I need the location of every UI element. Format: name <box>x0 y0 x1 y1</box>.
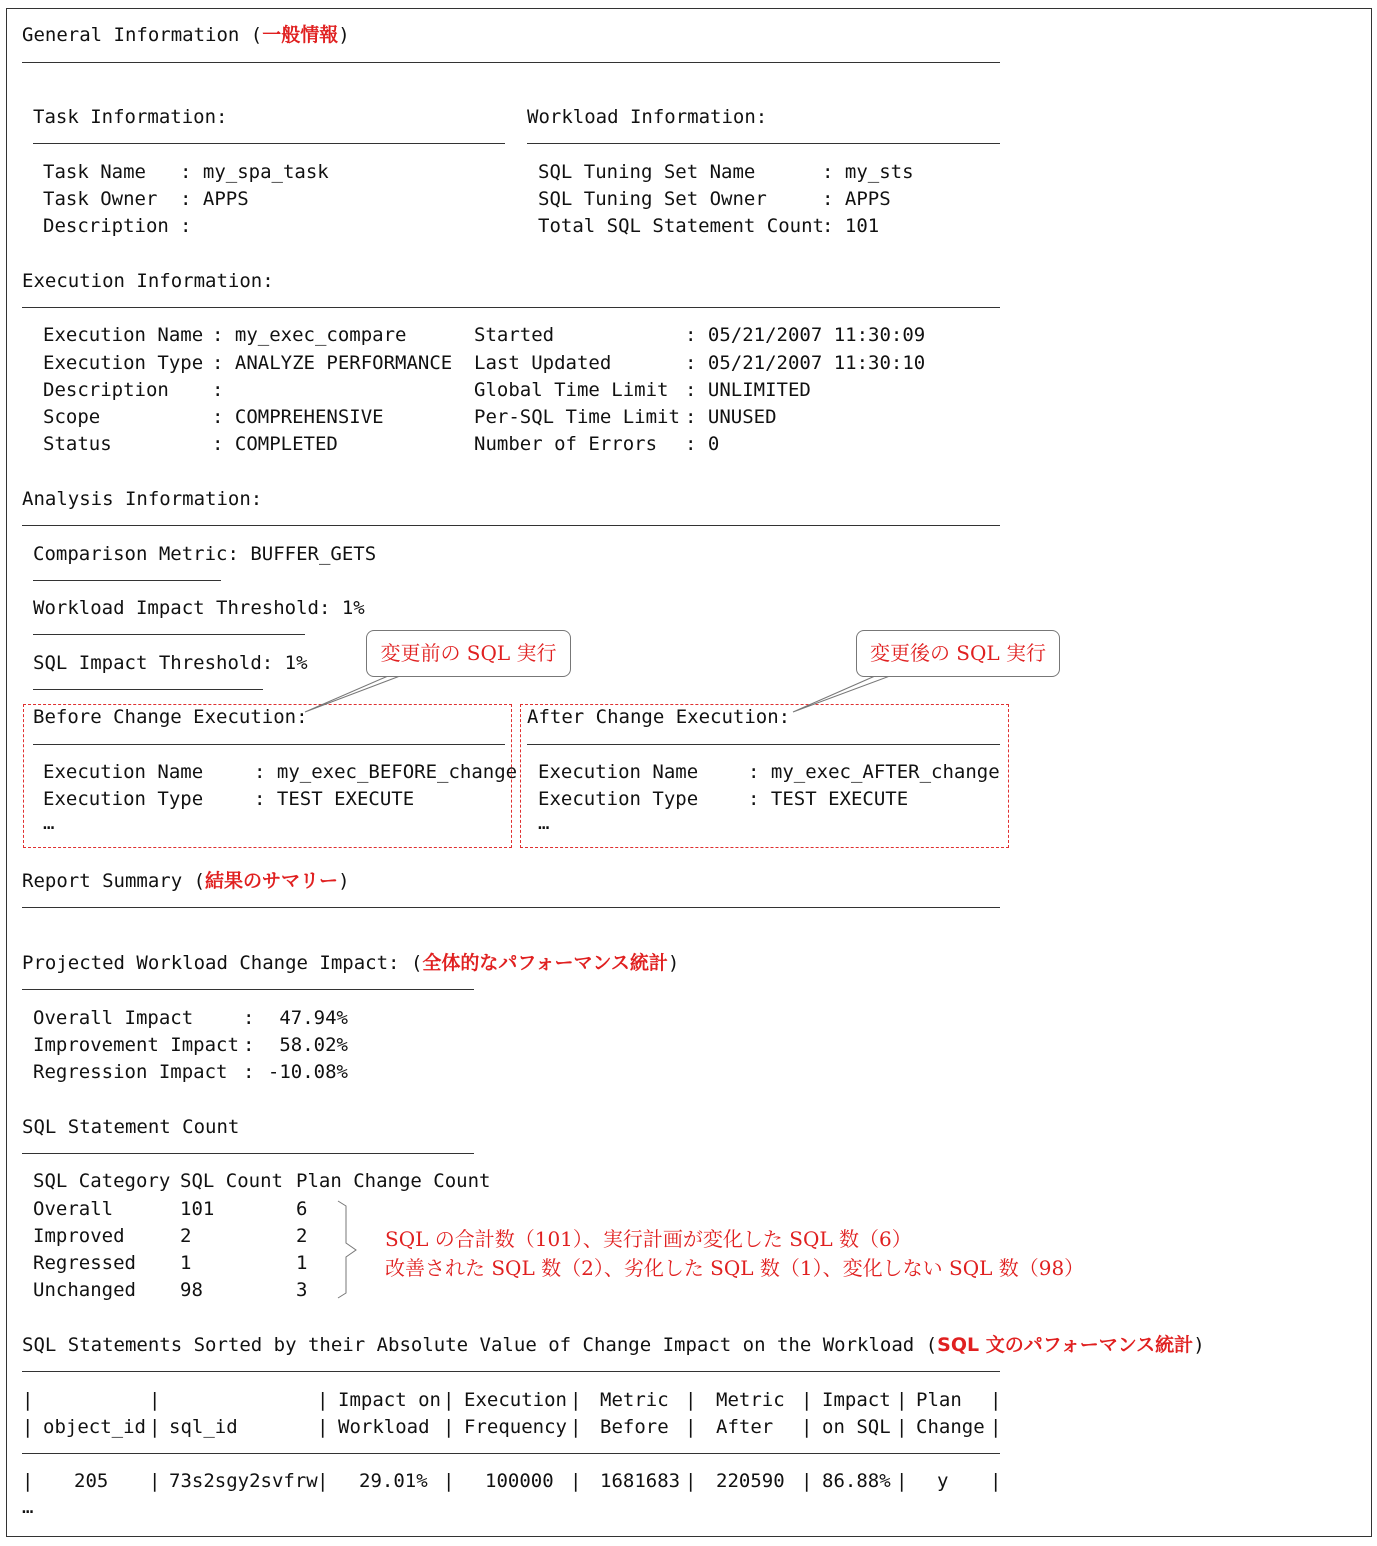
exec-type-label: Execution Type <box>43 352 204 374</box>
column-separator: | <box>685 1416 697 1438</box>
exec-status-label: Status <box>43 433 112 455</box>
execution-header: Execution Information: <box>22 270 274 292</box>
regression-impact-value: -10.08% <box>267 1061 348 1083</box>
summary-title: Report Summary (結果のサマリー) <box>22 870 350 892</box>
exec-sql-limit-value: : UNUSED <box>685 406 777 428</box>
row-frequency: 100000 <box>485 1470 554 1492</box>
count-row-category: Overall <box>33 1198 114 1220</box>
divider <box>22 907 1000 908</box>
sts-name-label: SQL Tuning Set Name <box>538 161 756 183</box>
exec-global-limit-label: Global Time Limit <box>474 379 669 401</box>
task-name-label: Task Name <box>43 161 146 183</box>
before-exec-name-value: : my_exec_BEFORE_change <box>254 761 518 783</box>
column-separator: | <box>801 1470 813 1492</box>
sorted-title: SQL Statements Sorted by their Absolute Value of Change Impact on the Workload (SQL 文のパフォーマンス統計) <box>22 1334 1205 1356</box>
header-impact-on: Impact on <box>338 1389 441 1411</box>
analysis-header: Analysis Information: <box>22 488 263 510</box>
exec-scope-value: : COMPREHENSIVE <box>212 406 384 428</box>
exec-errors-label: Number of Errors <box>474 433 658 455</box>
sts-owner-value: : APPS <box>822 188 891 210</box>
summary-title-jp: 結果のサマリー <box>205 870 339 892</box>
general-title: General Information (一般情報) <box>22 24 350 46</box>
row-plan-change: y <box>937 1470 949 1492</box>
header-metric-2: Metric <box>716 1389 785 1411</box>
column-separator: | <box>317 1416 329 1438</box>
column-separator: | <box>990 1470 1002 1492</box>
sts-name-value: : my_sts <box>822 161 914 183</box>
column-separator: | <box>22 1416 34 1438</box>
header-workload: Workload <box>338 1416 430 1438</box>
column-separator: | <box>443 1416 455 1438</box>
before-exec-type-value: : TEST EXECUTE <box>254 788 415 810</box>
row-sql-id: 73s2sgy2svfrw <box>169 1470 318 1492</box>
column-separator: | <box>317 1470 329 1492</box>
improvement-impact-value: 58.02% <box>279 1034 348 1056</box>
count-note-line2: 改善された SQL 数（2）、劣化した SQL 数（1）、変化しない SQL 数（98） <box>385 1256 1085 1280</box>
exec-name-label: Execution Name <box>43 324 204 346</box>
count-title: SQL Statement Count <box>22 1116 240 1138</box>
column-separator: | <box>801 1416 813 1438</box>
task-description-label: Description <box>43 215 169 237</box>
header-after: After <box>716 1416 774 1438</box>
column-separator: | <box>149 1416 161 1438</box>
count-header-category: SQL Category <box>33 1170 171 1192</box>
count-row-plan: 1 <box>296 1252 308 1274</box>
after-exec-type-label: Execution Type <box>538 788 699 810</box>
before-more: … <box>43 812 55 834</box>
column-separator: | <box>22 1470 34 1492</box>
exec-started-value: : 05/21/2007 11:30:09 <box>685 324 926 346</box>
count-row-plan: 3 <box>296 1279 308 1301</box>
column-separator: | <box>570 1389 582 1411</box>
exec-global-limit-value: : UNLIMITED <box>685 379 811 401</box>
column-separator: | <box>990 1416 1002 1438</box>
count-header-plan: Plan Change Count <box>296 1170 491 1192</box>
colon: : <box>243 1007 255 1029</box>
column-separator: | <box>896 1416 908 1438</box>
row-metric-after: 220590 <box>716 1470 785 1492</box>
header-change: Change <box>916 1416 985 1438</box>
exec-updated-label: Last Updated <box>474 352 612 374</box>
sql-count-label: Total SQL Statement Count <box>538 215 824 237</box>
row-impact-sql: 86.88% <box>822 1470 891 1492</box>
task-description-value: : <box>180 215 203 237</box>
column-separator: | <box>685 1470 697 1492</box>
count-row-count: 98 <box>180 1279 203 1301</box>
column-separator: | <box>149 1470 161 1492</box>
sql-count-value: : 101 <box>822 215 880 237</box>
colon: : <box>243 1061 255 1083</box>
count-row-category: Regressed <box>33 1252 136 1274</box>
count-header-count: SQL Count <box>180 1170 283 1192</box>
after-header: After Change Execution: <box>527 706 791 728</box>
count-row-count: 1 <box>180 1252 192 1274</box>
column-separator: | <box>443 1470 455 1492</box>
column-separator: | <box>149 1389 161 1411</box>
projected-title-jp: 全体的なパフォーマンス統計 <box>422 952 668 974</box>
count-row-count: 2 <box>180 1225 192 1247</box>
before-exec-type-label: Execution Type <box>43 788 204 810</box>
exec-sql-limit-label: Per-SQL Time Limit <box>474 406 680 428</box>
count-row-count: 101 <box>180 1198 215 1220</box>
exec-name-value: : my_exec_compare <box>212 324 407 346</box>
count-note-line1: SQL の合計数（101）、実行計画が変化した SQL 数（6） <box>385 1227 912 1251</box>
divider <box>22 989 474 990</box>
column-separator: | <box>22 1389 34 1411</box>
exec-description-value: : <box>212 379 235 401</box>
workload-header: Workload Information: <box>527 106 768 128</box>
projected-title: Projected Workload Change Impact: (全体的なパフォーマンス統計) <box>22 952 680 974</box>
sts-owner-label: SQL Tuning Set Owner <box>538 188 767 210</box>
after-exec-name-label: Execution Name <box>538 761 699 783</box>
sorted-title-jp: SQL 文のパフォーマンス統計 <box>937 1334 1194 1356</box>
row-impact-workload: 29.01% <box>359 1470 428 1492</box>
row-metric-before: 1681683 <box>600 1470 681 1492</box>
task-owner-label: Task Owner <box>43 188 158 210</box>
column-separator: | <box>896 1389 908 1411</box>
task-name-value: : my_spa_task <box>180 161 329 183</box>
sorted-more: … <box>22 1496 34 1518</box>
column-separator: | <box>570 1416 582 1438</box>
count-row-plan: 2 <box>296 1225 308 1247</box>
before-bubble: 変更前の SQL 実行 <box>366 630 571 677</box>
header-on-sql: on SQL <box>822 1416 891 1438</box>
exec-type-value: : ANALYZE PERFORMANCE <box>212 352 453 374</box>
column-separator: | <box>990 1389 1002 1411</box>
header-execution: Execution <box>464 1389 567 1411</box>
column-separator: | <box>443 1389 455 1411</box>
exec-scope-label: Scope <box>43 406 101 428</box>
exec-started-label: Started <box>474 324 555 346</box>
column-separator: | <box>801 1389 813 1411</box>
overall-impact-value: 47.94% <box>279 1007 348 1029</box>
divider <box>22 1153 474 1154</box>
header-frequency: Frequency <box>464 1416 567 1438</box>
task-header: Task Information: <box>33 106 228 128</box>
exec-description-label: Description <box>43 379 169 401</box>
general-title-jp: 一般情報 <box>262 24 339 46</box>
after-bubble: 変更後の SQL 実行 <box>856 630 1060 677</box>
after-more: … <box>538 812 550 834</box>
column-separator: | <box>896 1470 908 1492</box>
exec-errors-value: : 0 <box>685 433 720 455</box>
header-impact: Impact <box>822 1389 891 1411</box>
before-exec-name-label: Execution Name <box>43 761 204 783</box>
count-row-category: Unchanged <box>33 1279 136 1301</box>
exec-updated-value: : 05/21/2007 11:30:10 <box>685 352 926 374</box>
workload-impact-threshold: Workload Impact Threshold: 1% <box>33 597 365 619</box>
column-separator: | <box>317 1389 329 1411</box>
before-header: Before Change Execution: <box>33 706 308 728</box>
column-separator: | <box>570 1470 582 1492</box>
header-before: Before <box>600 1416 669 1438</box>
after-exec-name-value: : my_exec_AFTER_change <box>748 761 1000 783</box>
comparison-metric: Comparison Metric: BUFFER_GETS <box>33 543 377 565</box>
sql-impact-threshold: SQL Impact Threshold: 1% <box>33 652 308 674</box>
divider <box>22 1453 1000 1454</box>
header-metric-1: Metric <box>600 1389 669 1411</box>
header-sql-id: sql_id <box>169 1416 238 1438</box>
header-object-id: object_id <box>43 1416 146 1438</box>
divider <box>22 1371 1000 1372</box>
header-plan: Plan <box>916 1389 962 1411</box>
task-owner-value: : APPS <box>180 188 249 210</box>
improvement-impact-label: Improvement Impact <box>33 1034 239 1056</box>
exec-status-value: : COMPLETED <box>212 433 338 455</box>
overall-impact-label: Overall Impact <box>33 1007 194 1029</box>
column-separator: | <box>685 1389 697 1411</box>
count-row-plan: 6 <box>296 1198 308 1220</box>
regression-impact-label: Regression Impact <box>33 1061 228 1083</box>
after-exec-type-value: : TEST EXECUTE <box>748 788 909 810</box>
colon: : <box>243 1034 255 1056</box>
count-row-category: Improved <box>33 1225 125 1247</box>
row-object-id: 205 <box>74 1470 109 1492</box>
